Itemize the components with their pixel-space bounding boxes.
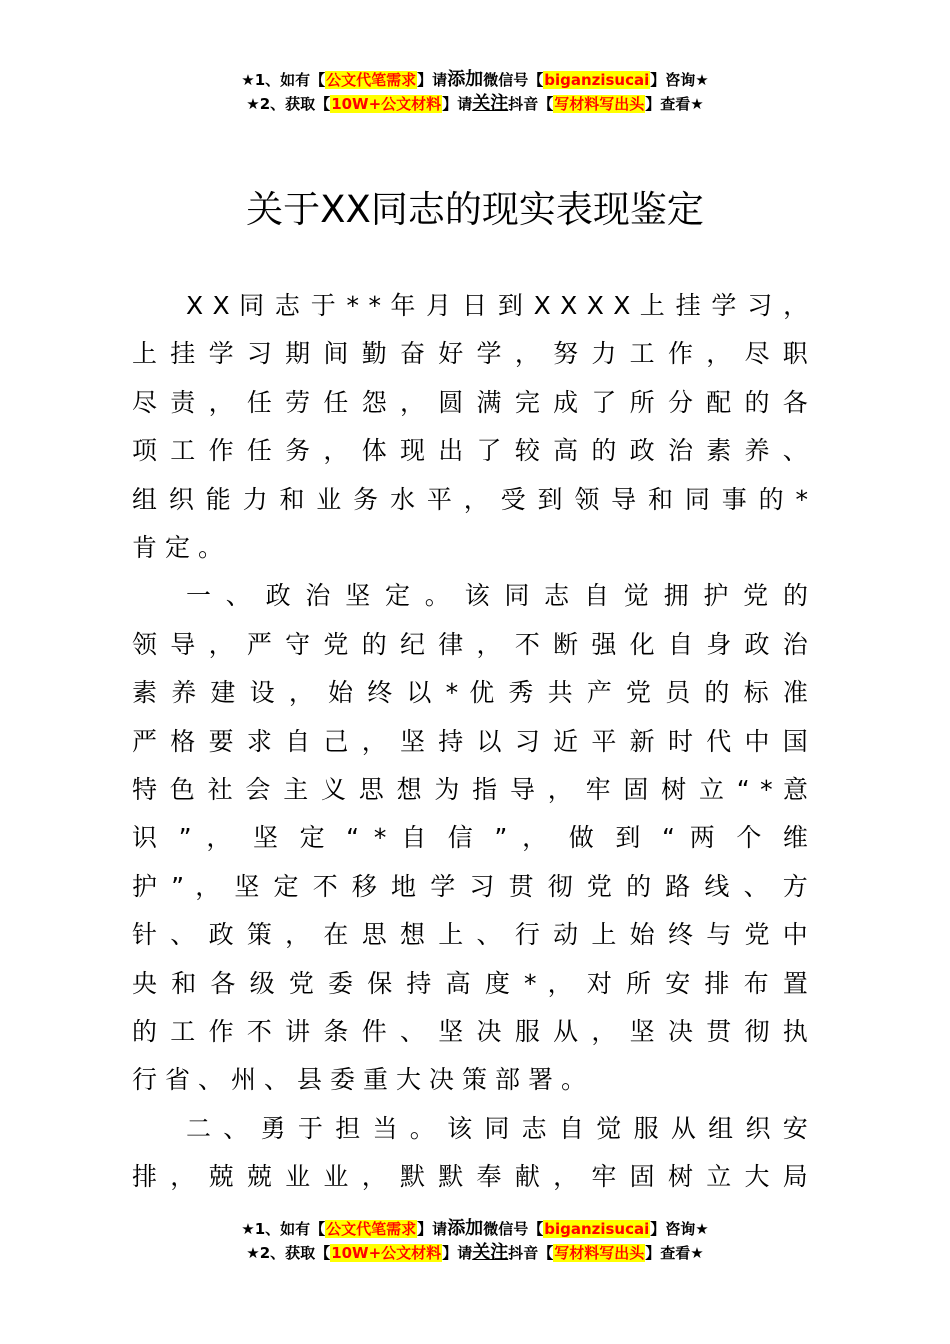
banner-line-1 (0, 68, 950, 92)
banner-line-1 (0, 1217, 950, 1241)
materials-highlight: 10W+公文材料 (331, 95, 442, 113)
douyin-id-highlight: 写材料写出头 (554, 1244, 645, 1262)
body-line: 行省、州、县委重大决策部署。 (132, 1065, 595, 1095)
banner-line-2 (0, 1241, 950, 1265)
body-line: X X 同 志 于 * * 年 月 日 到 X X X X 上 挂 学 习 ， (186, 291, 809, 320)
banner-text: ★1、如有【 (241, 1220, 326, 1238)
service-highlight: 公文代笔需求 (326, 71, 417, 89)
service-highlight: 公文代笔需求 (326, 1220, 417, 1238)
banner-text: 】咨询★ (650, 1220, 709, 1238)
body-line: 针 、 政 策 ， 在 思 想 上 、 行 动 上 始 终 与 党 中 (132, 920, 808, 950)
banner-text: 】查看★ (645, 1244, 704, 1262)
body-line: 特 色 社 会 主 义 思 想 为 指 导 ， 牢 固 树 立 “ * 意 (132, 775, 808, 804)
document-title: 关于XX同志的现实表现鉴定 (246, 188, 704, 231)
body-line: 领 导 ， 严 守 党 的 纪 律 ， 不 断 强 化 自 身 政 治 (132, 629, 808, 659)
body-line: 二 、 勇 于 担 当 。 该 同 志 自 觉 服 从 组 织 安 (186, 1113, 808, 1143)
body-line: 护 ” ， 坚 定 不 移 地 学 习 贯 彻 党 的 路 线 、 方 (132, 871, 808, 901)
banner-line-2 (0, 92, 950, 116)
header-banner (0, 68, 950, 116)
body-line: 严 格 要 求 自 己 ， 坚 持 以 习 近 平 新 时 代 中 国 (132, 726, 808, 756)
banner-emphasis: 添加 (447, 1218, 484, 1239)
banner-text: ★2、获取【 (246, 95, 331, 113)
banner-text: 】咨询★ (650, 71, 709, 89)
body-line: 央 和 各 级 党 委 保 持 高 度 * ， 对 所 安 排 布 置 (132, 968, 808, 998)
body-line: 排 ， 兢 兢 业 业 ， 默 默 奉 献 ， 牢 固 树 立 大 局 (132, 1162, 808, 1192)
banner-text: 】请 (442, 95, 473, 113)
banner-emphasis: 关注 (472, 93, 509, 114)
body-line: 的 工 作 不 讲 条 件 、 坚 决 服 从 ， 坚 决 贯 彻 执 (132, 1017, 808, 1046)
banner-text: 】请 (417, 71, 448, 89)
banner-text: 】查看★ (645, 95, 704, 113)
body-line: 一 、 政 治 坚 定 。 该 同 志 自 觉 拥 护 党 的 (186, 581, 808, 611)
banner-text: 】请 (442, 1244, 473, 1262)
banner-text: 微信号【 (483, 1220, 544, 1238)
douyin-id-highlight: 写材料写出头 (554, 95, 645, 113)
wechat-id-highlight: biganzisucai (544, 71, 650, 89)
body-line: 上 挂 学 习 期 间 勤 奋 好 学 ， 努 力 工 作 ， 尽 职 (132, 339, 808, 369)
body-line: 尽 责 ， 任 劳 任 怨 ， 圆 满 完 成 了 所 分 配 的 各 (132, 387, 808, 417)
wechat-id-highlight: biganzisucai (544, 1220, 650, 1238)
body-line: 识 ” ， 坚 定 “ * 自 信 ” ， 做 到 “ 两 个 维 (132, 823, 808, 853)
body-line: 项 工 作 任 务 ， 体 现 出 了 较 高 的 政 治 素 养 、 (132, 436, 808, 466)
body-line: 肯定。 (132, 533, 232, 562)
banner-text: 抖音【 (508, 1244, 554, 1262)
body-line: 组 织 能 力 和 业 务 水 平 ， 受 到 领 导 和 同 事 的 * (132, 484, 808, 514)
materials-highlight: 10W+公文材料 (331, 1244, 442, 1262)
banner-text: ★2、获取【 (246, 1244, 331, 1262)
banner-text: ★1、如有【 (241, 71, 326, 89)
banner-text: 】请 (417, 1220, 448, 1238)
body-line: 素 养 建 设 ， 始 终 以 * 优 秀 共 产 党 员 的 标 准 (132, 678, 808, 708)
banner-text: 微信号【 (483, 71, 544, 89)
banner-emphasis: 添加 (447, 69, 484, 90)
banner-emphasis: 关注 (472, 1242, 509, 1263)
banner-text: 抖音【 (508, 95, 554, 113)
footer-banner (0, 1217, 950, 1265)
